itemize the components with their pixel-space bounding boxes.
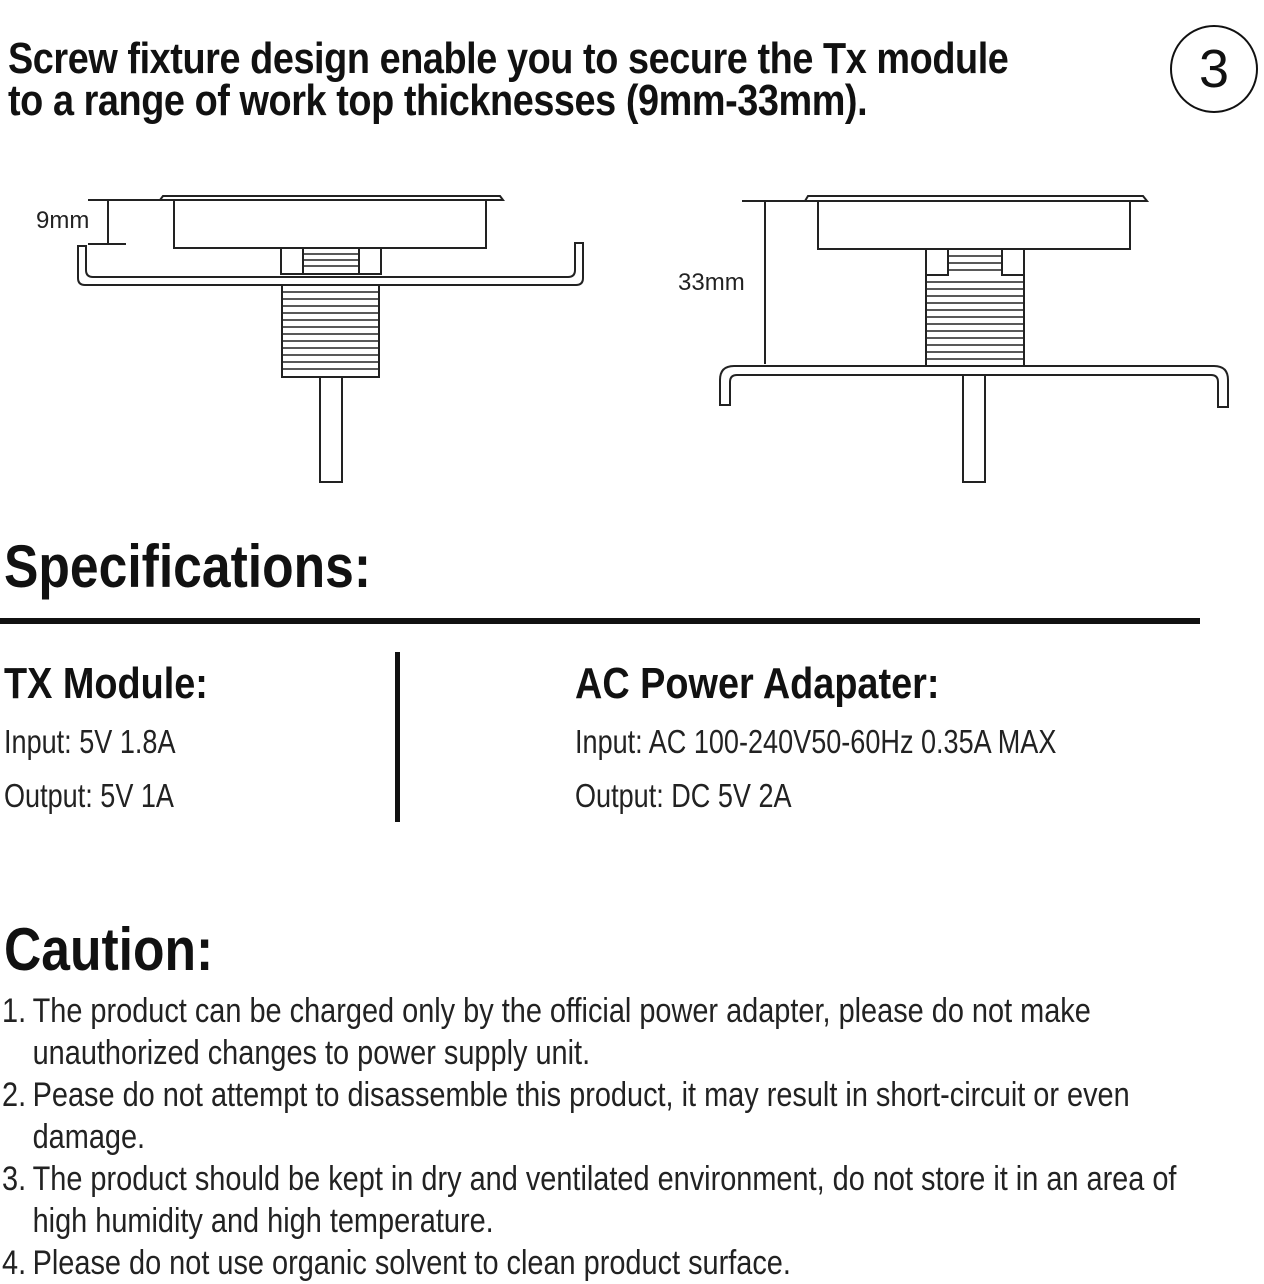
module-cap — [805, 196, 1147, 249]
caution-item-text: The product can be charged only by the official power adapter, please do not make unauthorized changes to power supply unit. — [32, 992, 1091, 1072]
thread-lines-upper — [303, 254, 359, 266]
section-divider — [0, 618, 1200, 624]
ac-adapter-heading: AC Power Adapater: — [575, 659, 940, 708]
cable-stem — [320, 377, 342, 482]
specifications-title: Specifications: — [4, 533, 372, 600]
caution-item-number: 1. — [2, 992, 27, 1030]
thread-lines-shaft — [282, 292, 379, 369]
clamp-nut-right — [1002, 249, 1024, 275]
caution-item — [2, 1074, 1226, 1158]
clamp-nut-right — [359, 248, 381, 274]
tx-module-heading: TX Module: — [4, 659, 208, 708]
clamp-nut-left — [926, 249, 948, 275]
caution-item-text: The product should be kept in dry and ventilated environment, do not store it in an area of high humidity and high temperature. — [32, 1160, 1177, 1240]
caution-item-number: 4. — [2, 1244, 27, 1282]
caution-item-number: 2. — [2, 1076, 27, 1114]
headline-line-1: Screw fixture design enable you to secure the Tx module — [8, 34, 1009, 83]
thread-upper — [303, 248, 359, 274]
threaded-shaft — [926, 249, 1024, 366]
column-divider — [395, 652, 400, 822]
caution-item-text: Pease do not attempt to disassemble this product, it may result in short-circuit or even damage. — [32, 1076, 1130, 1156]
caution-item — [2, 1242, 1226, 1284]
headline-line-2: to a range of work top thicknesses (9mm-33mm). — [8, 76, 868, 125]
thin-thickness-label: 9mm — [36, 207, 90, 234]
tx-module-input: Input: 5V 1.8A — [4, 723, 176, 760]
thread-lines-shaft — [926, 256, 1024, 359]
caution-item-number: 3. — [2, 1160, 27, 1198]
worktop-plate — [720, 366, 1228, 407]
worktop-plate — [78, 243, 583, 285]
ac-adapter-input: Input: AC 100-240V50-60Hz 0.35A MAX — [575, 723, 1057, 760]
thick-worktop-assembly — [720, 196, 1228, 482]
thick-thickness-label: 33mm — [678, 269, 745, 296]
caution-item-text: Please do not use organic solvent to clean product surface. — [32, 1244, 791, 1282]
step-number-badge: 3 — [1170, 25, 1258, 113]
headline — [8, 34, 1009, 125]
caution-title: Caution: — [4, 916, 214, 983]
caution-item — [2, 990, 1226, 1074]
thin-worktop-assembly — [78, 196, 583, 482]
mounting-diagram — [0, 185, 1264, 495]
module-cap — [160, 196, 503, 248]
caution-list — [2, 990, 1226, 1284]
caution-item — [2, 1158, 1226, 1242]
cable-stem — [963, 375, 985, 482]
tx-module-output: Output: 5V 1A — [4, 777, 174, 814]
clamp-nut-left — [281, 248, 303, 274]
ac-adapter-output: Output: DC 5V 2A — [575, 777, 792, 814]
